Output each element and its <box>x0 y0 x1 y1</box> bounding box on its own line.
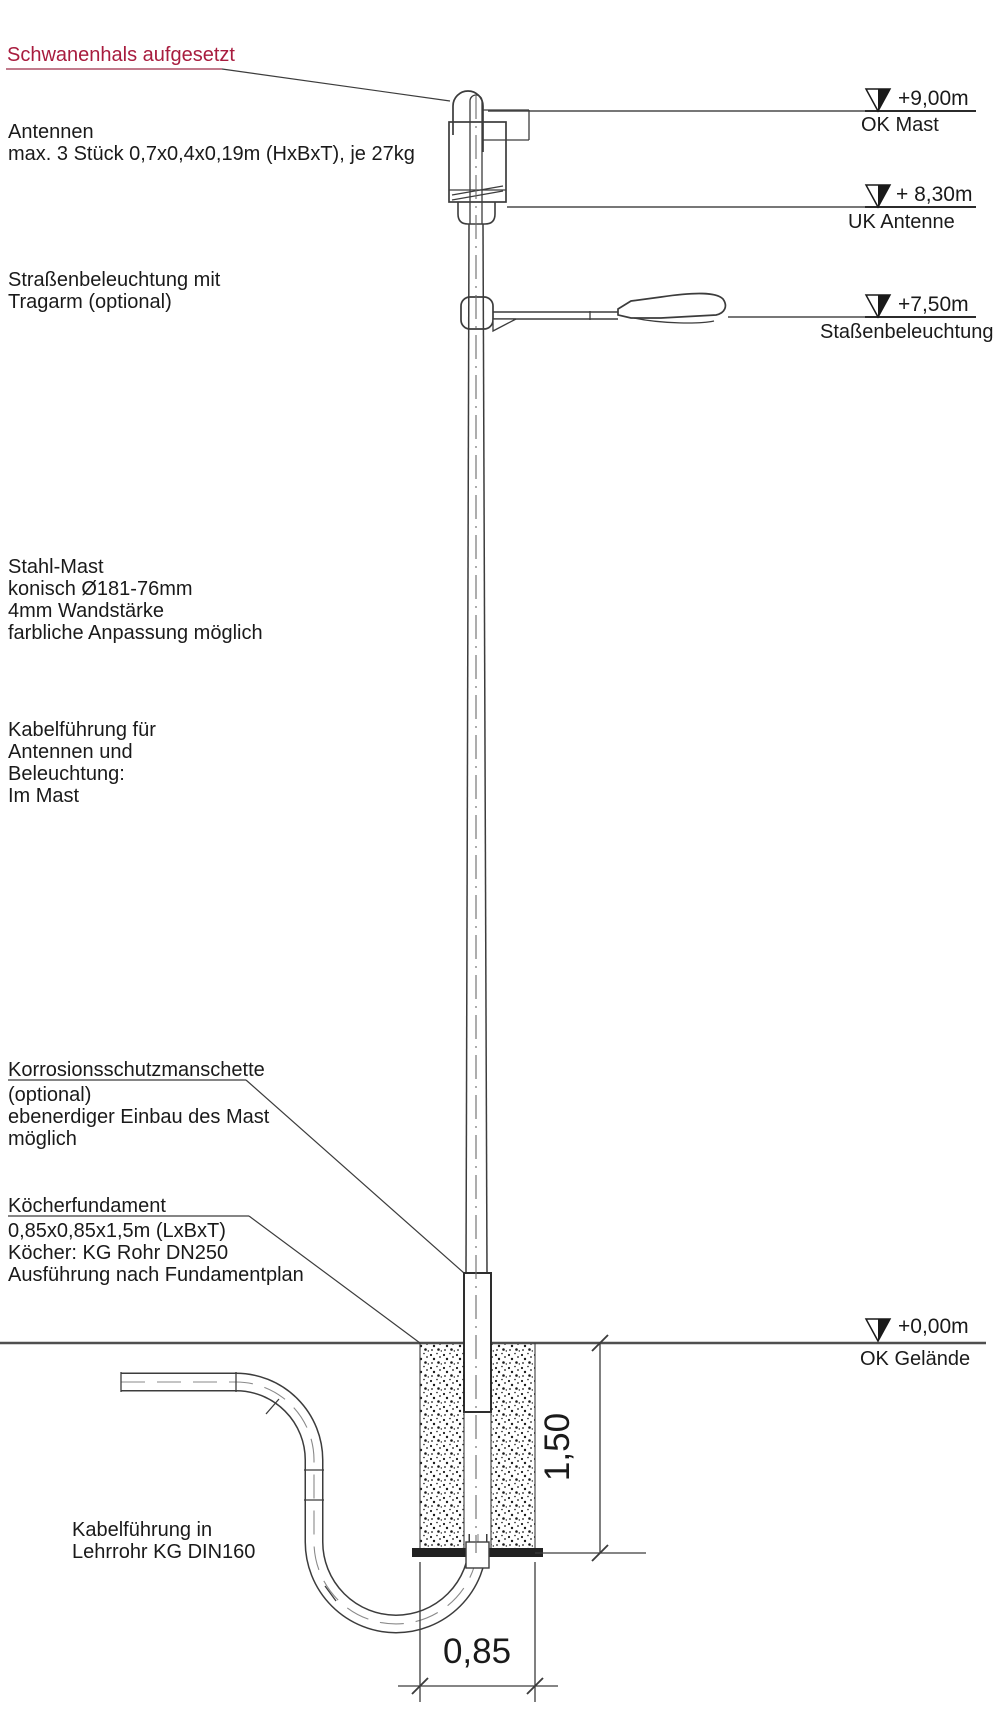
cable-routing-label: Kabelführung für Antennen und Beleuchtung: Im Mast <box>8 719 156 807</box>
dimension-width-text: 0,85 <box>442 1632 512 1671</box>
dimension-depth-text: 1,50 <box>538 1412 577 1482</box>
gooseneck-label: Schwanenhals aufgesetzt <box>7 44 235 66</box>
elevation-label-strassenbeleuchtung: Staßenbeleuchtung <box>820 321 994 343</box>
street-light <box>461 293 725 331</box>
elevation-triangle-icon <box>866 1319 890 1341</box>
cable-conduit-label: Kabelführung in Lehrrohr KG DIN160 <box>72 1519 256 1563</box>
elevation-value-ok-mast: +9,00m <box>898 87 969 110</box>
elevation-value-strassenbeleuchtung: +7,50m <box>898 293 969 316</box>
antenna-box <box>449 122 506 224</box>
dimension-width-value <box>417 1632 537 1672</box>
elevation-label-ok-gelaende: OK Gelände <box>860 1348 971 1370</box>
dimension-depth-value <box>523 1412 593 1482</box>
leader-lines <box>6 69 464 1343</box>
elevation-label-uk-antenne: UK Antenne <box>848 211 955 233</box>
street-lighting-label: Straßenbeleuchtung mit Tragarm (optional) <box>8 269 221 313</box>
conduit-entry-sleeve <box>466 1542 489 1568</box>
elevation-value-ok-gelaende: +0,00m <box>898 1315 969 1338</box>
elevation-value-uk-antenne: + 8,30m <box>896 183 973 206</box>
elevation-label-ok-mast: OK Mast <box>861 114 939 136</box>
corrosion-sleeve-label: Korrosionsschutzmanschette (optional) ebenerdiger Einbau des Mast möglich <box>8 1059 270 1150</box>
steel-mast-label: Stahl-Mast konisch Ø181-76mm 4mm Wandstärke farbliche Anpassung möglich <box>8 556 263 644</box>
corrosion-sleeve-shape <box>464 1273 491 1412</box>
foundation-label: Köcherfundament 0,85x0,85x1,5m (LxBxT) Köcher: KG Rohr DN250 Ausführung nach Fundamentplan <box>8 1195 304 1286</box>
antennas-label: Antennen max. 3 Stück 0,7x0,4x0,19m (HxBxT), je 27kg <box>8 121 415 165</box>
elevation-marker-icons <box>865 89 976 1341</box>
